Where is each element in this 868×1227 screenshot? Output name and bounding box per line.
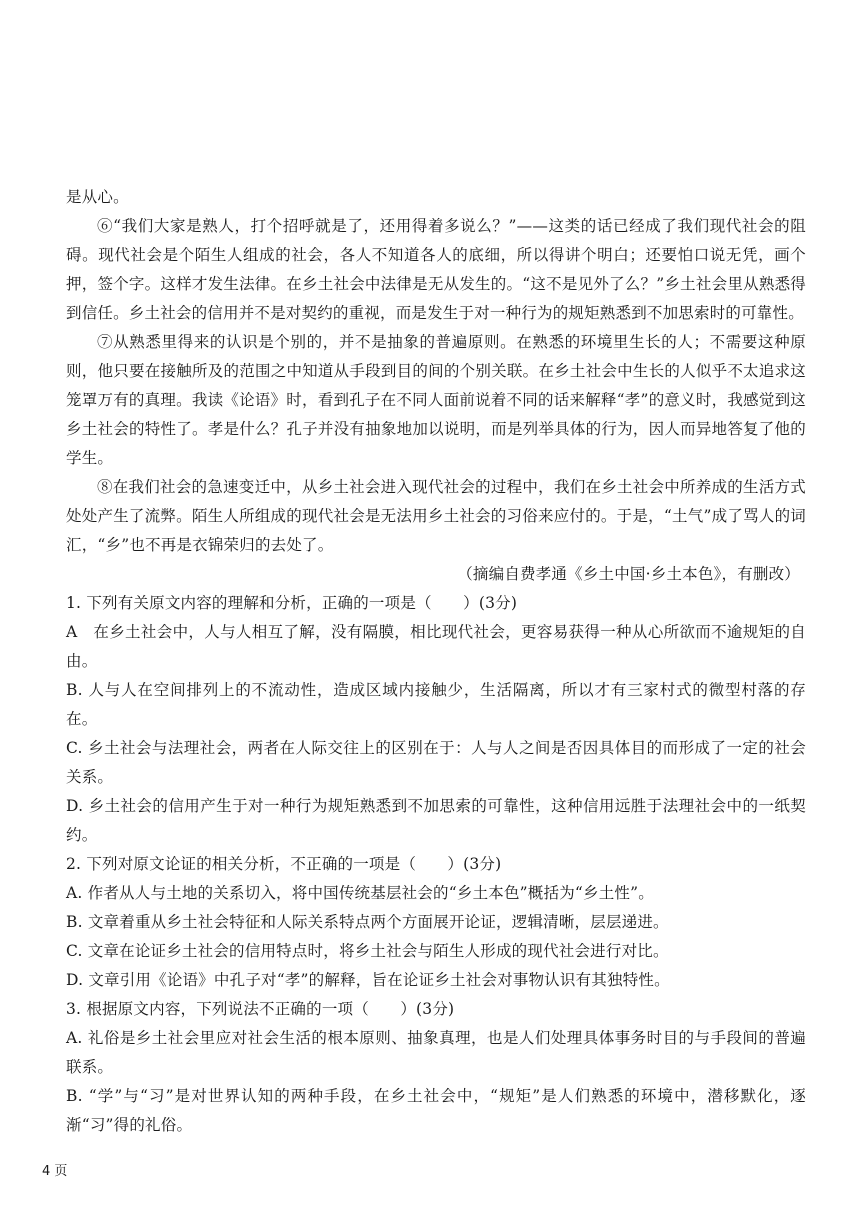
question-2-stem: 2. 下列对原文论证的相关分析，不正确的一项是（ ）(3分) bbox=[66, 855, 502, 873]
document-body bbox=[66, 183, 806, 1140]
question-1 bbox=[66, 589, 806, 850]
source-citation: （摘编自费孝通《乡土中国·乡土本色》，有删改） bbox=[457, 565, 800, 583]
question-1-option-d: D. 乡土社会的信用产生于对一种行为规矩熟悉到不加思索的可靠性，这种信用远胜于法理社会中的一纸契约。 bbox=[66, 797, 806, 844]
paragraph-8: ⑧在我们社会的急速变迁中，从乡土社会进入现代社会的过程中，我们在乡土社会中所养成的生活方式处处产生了流弊。陌生人所组成的现代社会是无法用乡土社会的习俗来应付的。于是，“土气”成了骂人的词汇，“乡”也不再是衣锦荣归的去处了。 bbox=[66, 478, 806, 554]
question-1-option-b: B. 人与人在空间排列上的不流动性，造成区域内接触少，生活隔离，所以才有三家村式的微型村落的存在。 bbox=[66, 681, 806, 728]
paragraph-continuation: 是从心。 bbox=[66, 188, 129, 206]
question-2 bbox=[66, 850, 806, 995]
question-1-option-c: C. 乡土社会与法理社会，两者在人际交往上的区别在于：人与人之间是否因具体目的而形成了一定的社会关系。 bbox=[66, 739, 806, 786]
question-2-option-b: B. 文章着重从乡土社会特征和人际关系特点两个方面展开论证，逻辑清晰，层层递进。 bbox=[66, 913, 669, 931]
page-number: 4 页 bbox=[42, 1164, 68, 1179]
paragraph-7: ⑦从熟悉里得来的认识是个别的，并不是抽象的普遍原则。在熟悉的环境里生长的人；不需要这种原则，他只要在接触所及的范围之中知道从手段到目的间的个别关联。在乡土社会中生长的人似乎不太追求这笼罩万有的真理。我读《论语》时，看到孔子在不同人面前说着不同的话来解释“孝”的意义时，我感觉到这乡土社会的特性了。孝是什么？孔子并没有抽象地加以说明，而是列举具体的行为，因人而异地答复了他的学生。 bbox=[66, 333, 806, 467]
paragraph-6: ⑥“我们大家是熟人，打个招呼就是了，还用得着多说么？”——这类的话已经成了我们现代社会的阻碍。现代社会是个陌生人组成的社会，各人不知道各人的底细，所以得讲个明白；还要怕口说无凭，画个押，签个字。这样才发生法律。在乡土社会中法律是无从发生的。“这不是见外了么？”乡土社会里从熟悉得到信任。乡土社会的信用并不是对契约的重视，而是发生于对一种行为的规矩熟悉到不加思索时的可靠性。 bbox=[66, 217, 806, 322]
question-3-option-b: B. “学”与“习”是对世界认知的两种手段，在乡土社会中，“规矩”是人们熟悉的环境中，潜移默化，逐渐“习”得的礼俗。 bbox=[66, 1087, 806, 1134]
question-2-option-a: A. 作者从人与土地的关系切入，将中国传统基层社会的“乡土本色”概括为“乡土性”。 bbox=[66, 884, 654, 902]
question-2-option-d: D. 文章引用《论语》中孔子对“孝”的解释，旨在论证乡土社会对事物认识有其独特性。 bbox=[66, 971, 670, 989]
question-1-option-a: A 在乡土社会中，人与人相互了解，没有隔膜，相比现代社会，更容易获得一种从心所欲而不逾规矩的自由。 bbox=[66, 623, 806, 670]
question-3 bbox=[66, 995, 806, 1140]
question-3-stem: 3. 根据原文内容，下列说法不正确的一项（ ）(3分) bbox=[66, 1000, 455, 1018]
question-2-option-c: C. 文章在论证乡土社会的信用特点时，将乡土社会与陌生人形成的现代社会进行对比。 bbox=[66, 942, 669, 960]
question-3-option-a: A. 礼俗是乡土社会里应对社会生活的根本原则、抽象真理，也是人们处理具体事务时目的与手段间的普遍联系。 bbox=[66, 1029, 806, 1076]
question-1-stem: 1. 下列有关原文内容的理解和分析，正确的一项是（ ）(3分) bbox=[66, 594, 518, 612]
